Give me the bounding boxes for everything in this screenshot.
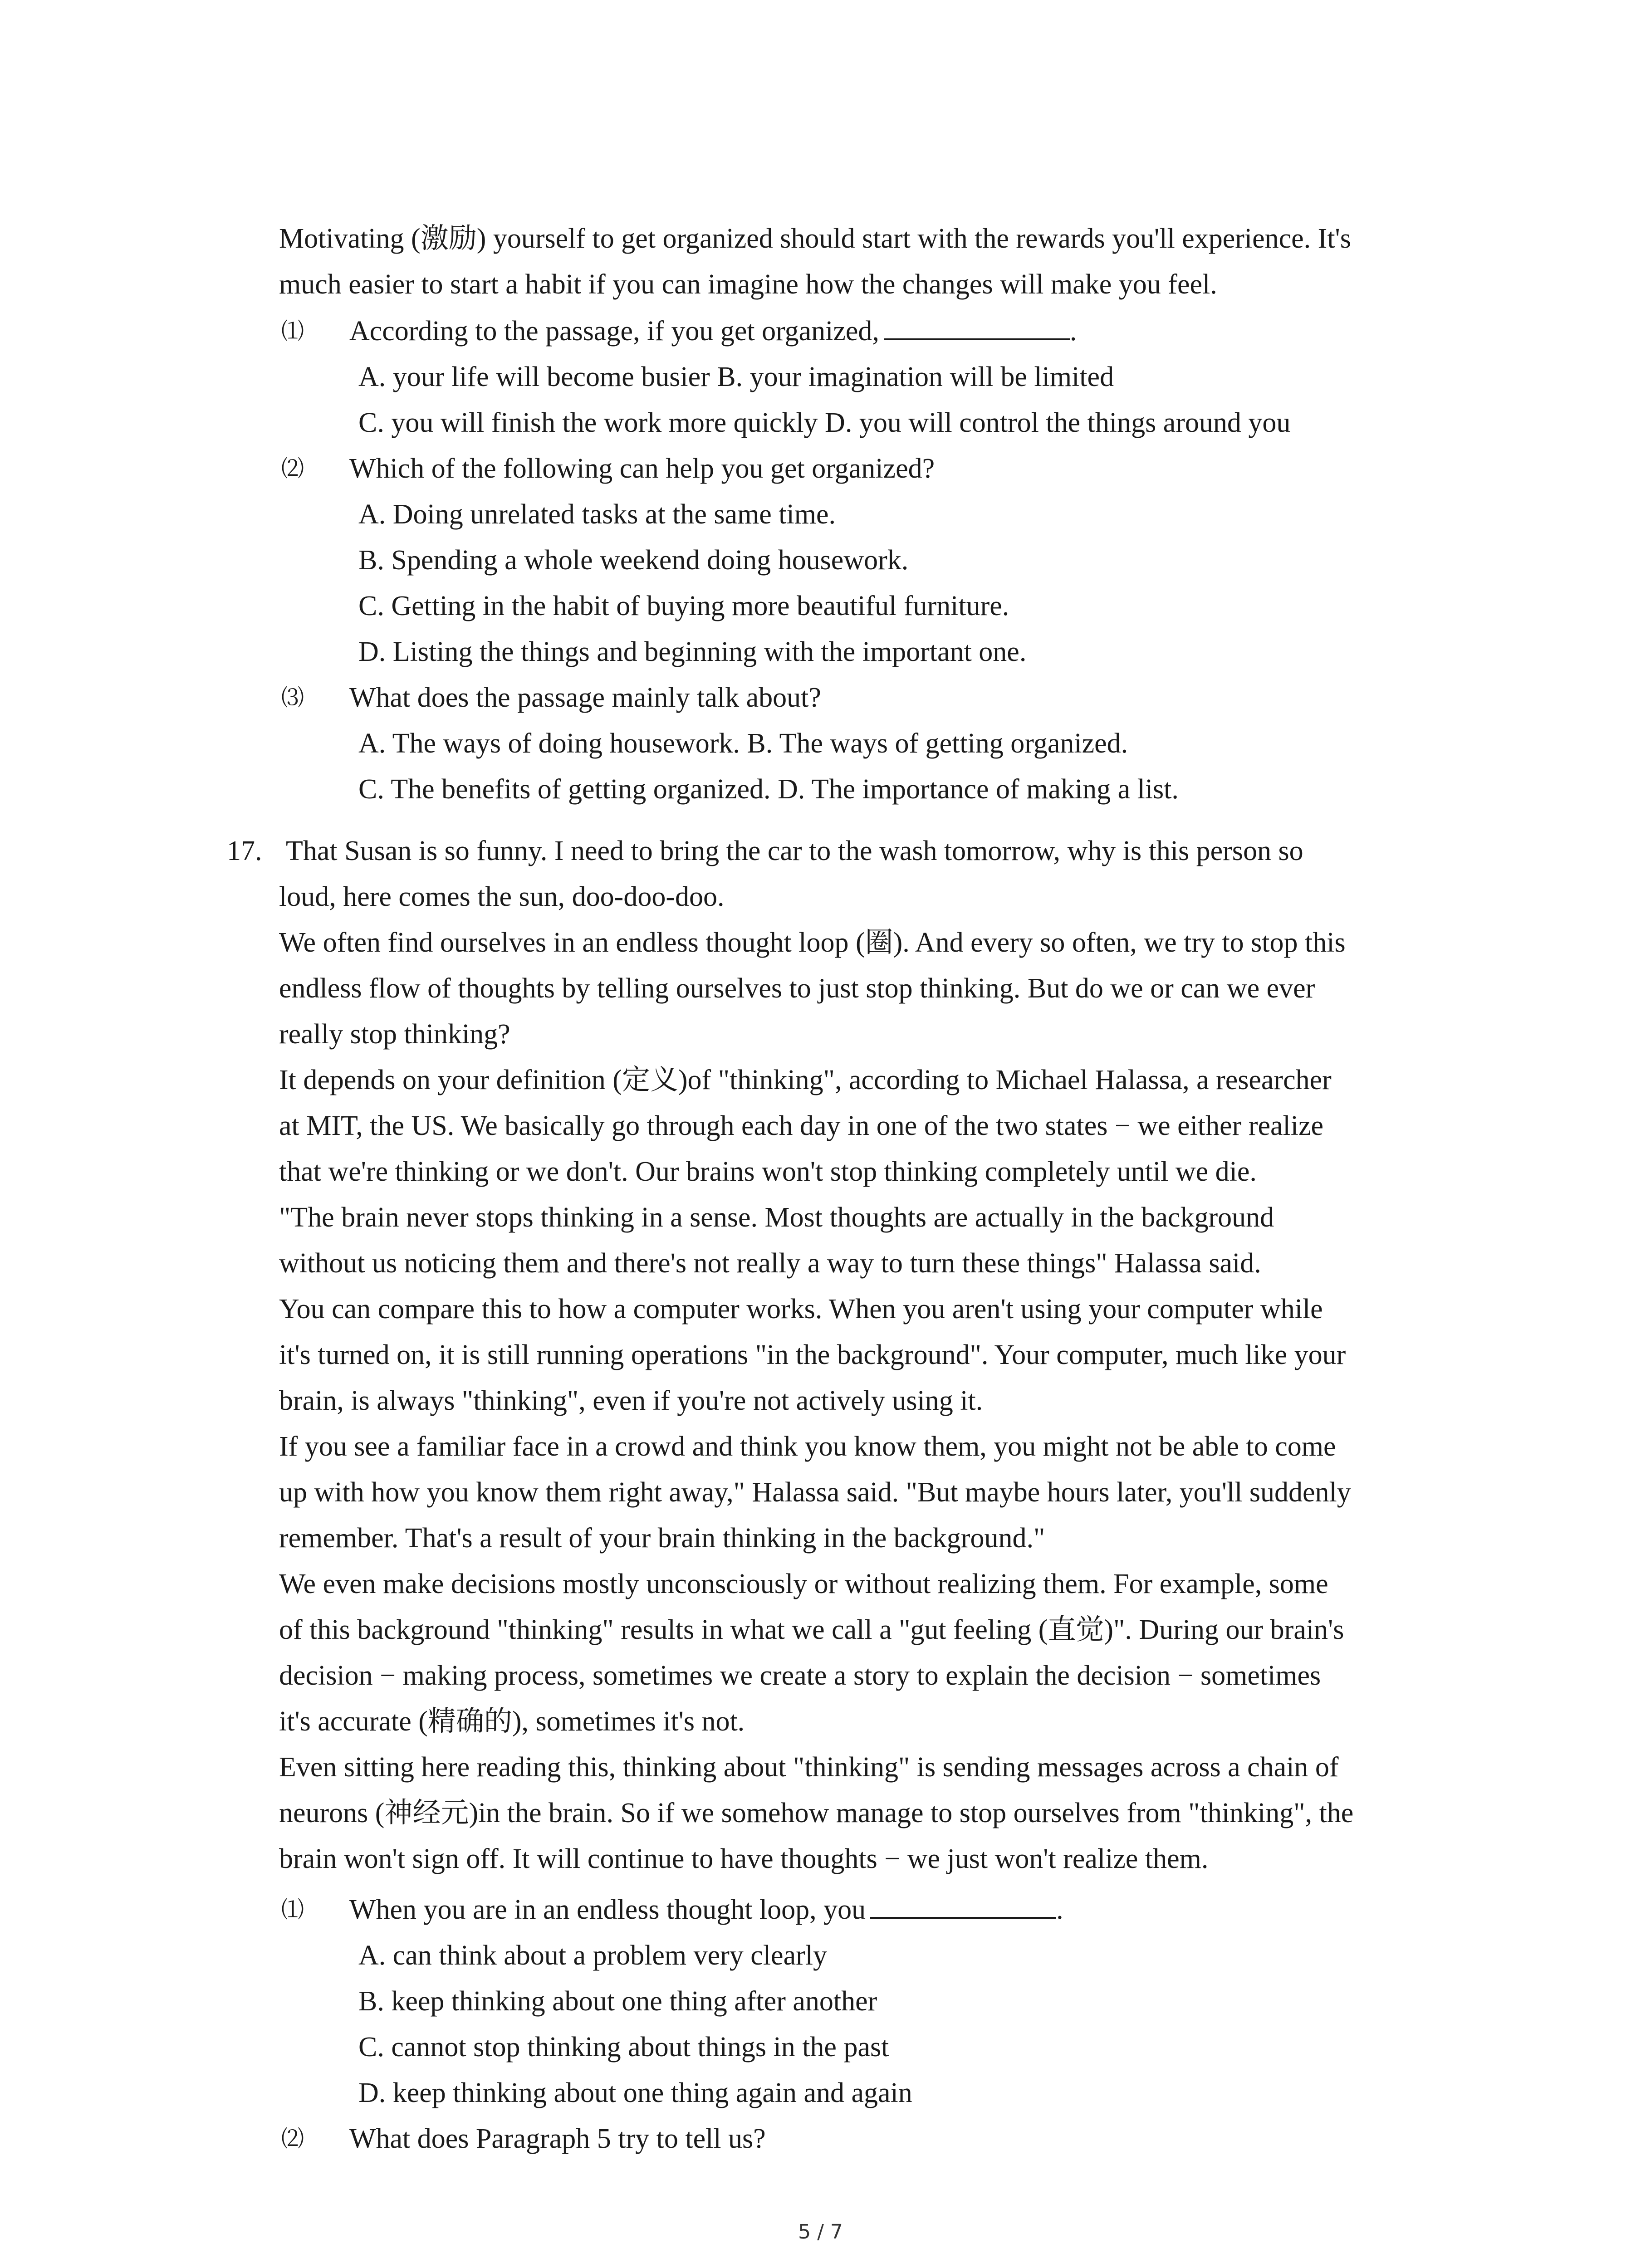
passage-line: We often find ourselves in an endless thought loop (圈). And every so often, we try to stop this	[279, 927, 1346, 958]
passage-line: it's turned on, it is still running operations "in the background". Your computer, much like your	[279, 1339, 1346, 1370]
passage-line: You can compare this to how a computer works. When you aren't using your computer while	[279, 1294, 1323, 1325]
question-text: According to the passage, if you get organized, .	[349, 308, 1077, 354]
passage-line: Motivating (激励) yourself to get organized should start with the rewards you'll experience. It's	[279, 223, 1351, 254]
passage-line: We even make decisions mostly unconsciously or without realizing them. For example, some	[279, 1569, 1328, 1599]
answer-option: C. cannot stop thinking about things in the past	[358, 2032, 889, 2063]
question-text: What does Paragraph 5 try to tell us?	[349, 2123, 766, 2154]
passage-line: neurons (神经元)in the brain. So if we somehow manage to stop ourselves from "thinking", the	[279, 1798, 1354, 1828]
answer-option: D. Listing the things and beginning with the important one.	[358, 636, 1027, 667]
answer-option: A. The ways of doing housework. B. The ways of getting organized.	[358, 728, 1128, 759]
answer-option: A. your life will become busier B. your imagination will be limited	[358, 362, 1114, 392]
answer-option: B. keep thinking about one thing after another	[358, 1986, 877, 2017]
question-number: ⑴	[281, 1897, 304, 1923]
passage-line: brain won't sign off. It will continue to have thoughts − we just won't realize them.	[279, 1843, 1209, 1874]
question-number: ⑵	[281, 2126, 304, 2152]
passage-line: "The brain never stops thinking in a sense. Most thoughts are actually in the background	[279, 1202, 1274, 1233]
passage-line: If you see a familiar face in a crowd and think you know them, you might not be able to come	[279, 1431, 1336, 1462]
question-number: ⑵	[281, 455, 304, 482]
passage-line: at MIT, the US. We basically go through each day in one of the two states − we either realize	[279, 1110, 1323, 1141]
passage-line: brain, is always "thinking", even if you're not actively using it.	[279, 1385, 983, 1416]
answer-option: C. you will finish the work more quickly D. you will control the things around you	[358, 407, 1291, 438]
answer-blank	[870, 1892, 1056, 1919]
question-text: Which of the following can help you get organized?	[349, 453, 935, 484]
question-number: ⑴	[281, 318, 304, 344]
item-number: 17.	[227, 836, 262, 866]
answer-option: C. Getting in the habit of buying more beautiful furniture.	[358, 591, 1009, 621]
passage-line: much easier to start a habit if you can imagine how the changes will make you feel.	[279, 269, 1217, 300]
question-text: When you are in an endless thought loop, you .	[349, 1887, 1063, 1932]
answer-option: A. can think about a problem very clearly	[358, 1940, 827, 1971]
question-text: What does the passage mainly talk about?	[349, 682, 821, 713]
passage-line: of this background "thinking" results in what we call a "gut feeling (直觉)". During our brain's	[279, 1614, 1344, 1645]
passage-line: loud, here comes the sun, doo-doo-doo.	[279, 881, 725, 912]
answer-blank	[884, 313, 1070, 340]
page-indicator: 5 / 7	[798, 2220, 843, 2244]
passage-line: decision − making process, sometimes we create a story to explain the decision − sometimes	[279, 1660, 1321, 1691]
passage-line: that we're thinking or we don't. Our brains won't stop thinking completely until we die.	[279, 1156, 1257, 1187]
question-number: ⑶	[281, 684, 304, 711]
passage-line: without us noticing them and there's not really a way to turn these things" Halassa said.	[279, 1248, 1261, 1279]
passage-line: That Susan is so funny. I need to bring the car to the wash tomorrow, why is this person so	[286, 836, 1303, 866]
passage-line: it's accurate (精确的), sometimes it's not.	[279, 1706, 745, 1737]
passage-line: endless flow of thoughts by telling ourselves to just stop thinking. But do we or can we ever	[279, 973, 1315, 1004]
passage-line: remember. That's a result of your brain thinking in the background."	[279, 1523, 1045, 1554]
answer-option: C. The benefits of getting organized. D. The importance of making a list.	[358, 774, 1179, 805]
passage-line: Even sitting here reading this, thinking about "thinking" is sending messages across a chain of	[279, 1752, 1339, 1783]
answer-option: A. Doing unrelated tasks at the same time.	[358, 499, 836, 530]
passage-line: It depends on your definition (定义)of "thinking", according to Michael Halassa, a researcher	[279, 1065, 1332, 1095]
passage-line: really stop thinking?	[279, 1019, 510, 1050]
answer-option: B. Spending a whole weekend doing housework.	[358, 545, 909, 576]
passage-line: up with how you know them right away," Halassa said. "But maybe hours later, you'll suddenly	[279, 1477, 1351, 1508]
answer-option: D. keep thinking about one thing again and again	[358, 2077, 912, 2108]
